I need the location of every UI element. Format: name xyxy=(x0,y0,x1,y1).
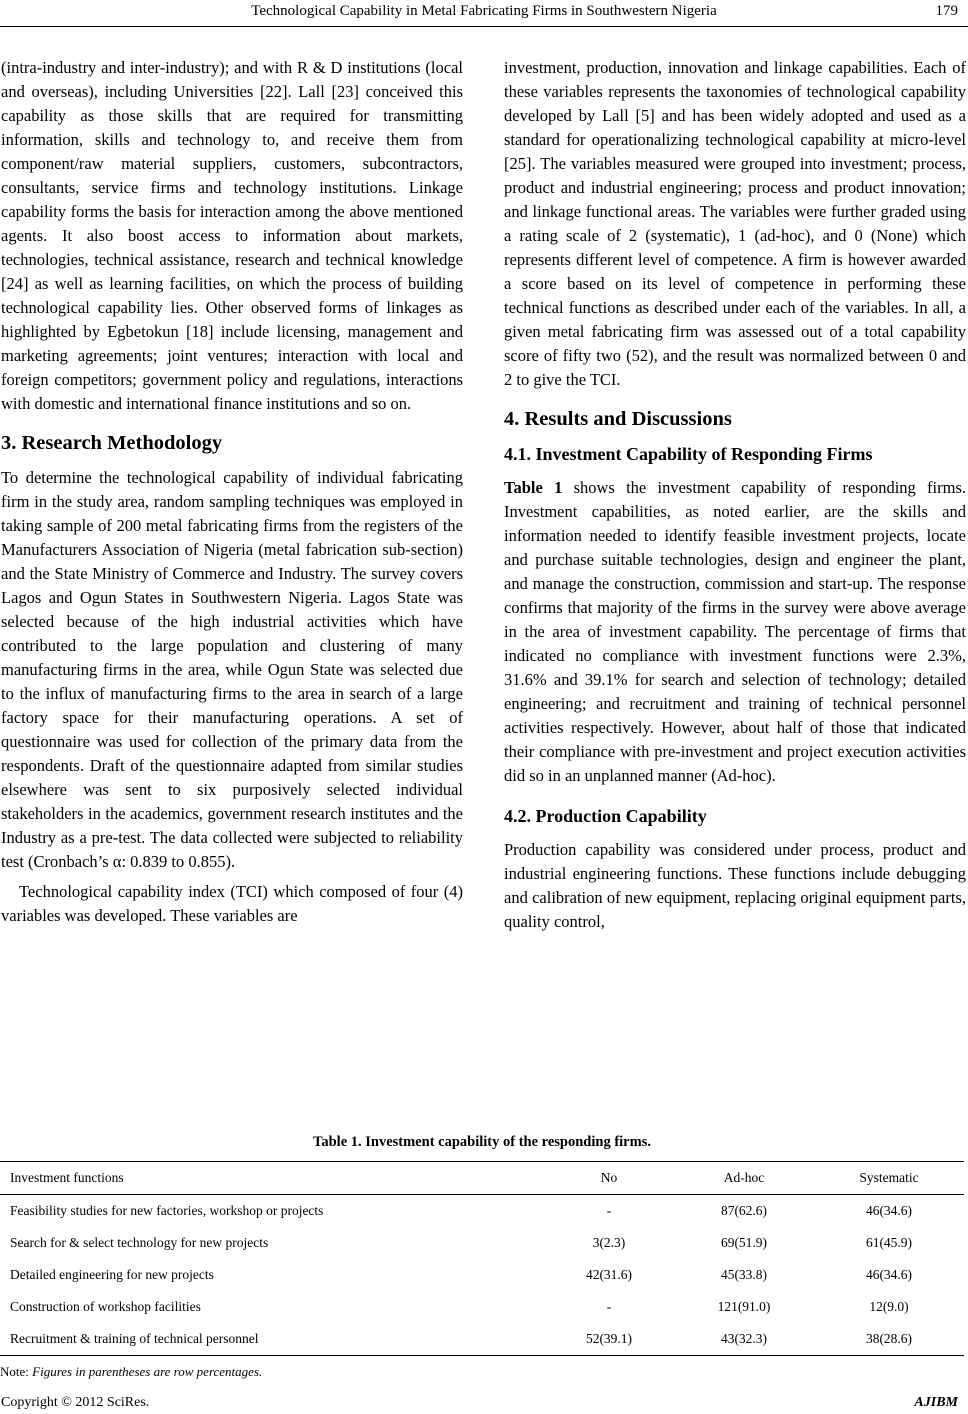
table-cell: 3(2.3) xyxy=(592,1235,626,1250)
table-cell: 69(51.9) xyxy=(720,1235,768,1250)
section-heading: 4. Results and Discussions xyxy=(504,408,732,430)
table-cell: 52(39.1) xyxy=(585,1331,633,1346)
column-header: Systematic xyxy=(859,1170,919,1185)
table-caption: Table 1. Investment capability of the responding firms. xyxy=(313,1134,651,1150)
table-cell: 61(45.9) xyxy=(865,1235,913,1250)
table-cell: 43(32.3) xyxy=(720,1331,768,1346)
table-header-row xyxy=(0,1162,964,1195)
paragraph: To determine the technological capability of individual fabricating firm in the study area, random sampling techniques was employed in taking sample of 200 metal fabricating firms from the registers of the Manufacturers Association of Nigeria (metal fabrication sub-section) and the State Ministry of Commerce and Industry. The survey covers Lagos and Ogun States in Southwestern Nigeria. Lagos State was selected because of the high industrial activities which have contributed to the large population and clustering of many manufacturing firms in the area, while Ogun State was selected due to the influx of manufacturing firms to the area in search of a large factory space for their manufacturing operations. A set of questionnaire was used for collection of the primary data from the respondents. Draft of the questionnaire adapted from similar studies elsewhere was sent to six purposively selected individual stakeholders in the academics, government research institutes and the Industry as a pre-test. The data collected were subjected to reliability test (Cronbach’s α: 0.839 to 0.855). xyxy=(1,468,463,871)
journal-abbreviation: AJIBM xyxy=(914,1395,958,1410)
paragraph: (intra-industry and inter-industry); and with R & D institutions (local and overseas), including Universities [22]. Lall [23] conceived this capability as those skills that are required for transmitting information, skills and technology to, and receive them from component/raw material suppliers, customers, subcontractors, consultants, service firms and technology institutions. Linkage capability forms the basis for interaction among the above mentioned agents. It also boost access to information about markets, technologies, technical assistance, research and technical knowledge [24] as well as learning facilities, on which the process of building technological capability lies. Other observed forms of linkages as highlighted by Egbetokun [18] include licensing, management and marketing agreements; joint ventures; interaction with local and foreign competitors; government policy and regulations, interactions with domestic and international finance institutions and so on. xyxy=(1,58,463,413)
table-row xyxy=(0,1195,964,1228)
table-note-text: Figures in parentheses are row percentages. xyxy=(32,1364,263,1379)
section-heading: 3. Research Methodology xyxy=(1,432,223,454)
table-cell: Search for & select technology for new projects xyxy=(10,1235,269,1250)
table-cell: 45(33.8) xyxy=(720,1267,768,1282)
table-note xyxy=(0,1362,964,1382)
paragraph: Technological capability index (TCI) which composed of four (4) variables was developed. These variables are xyxy=(1,882,463,925)
left-column xyxy=(1,56,463,934)
right-column xyxy=(504,56,966,940)
table-cell: 38(28.6) xyxy=(865,1331,913,1346)
header-divider xyxy=(0,26,968,27)
table-row xyxy=(0,1291,964,1323)
table-cell: 46(34.6) xyxy=(865,1203,913,1218)
copyright-notice: Copyright © 2012 SciRes. xyxy=(1,1395,150,1410)
table-cell: 121(91.0) xyxy=(717,1299,771,1314)
page-header xyxy=(0,0,968,36)
table-cell: Detailed engineering for new projects xyxy=(10,1267,214,1282)
column-header: No xyxy=(600,1170,618,1185)
paragraph-text: shows the investment capability of responding firms. Investment capabilities, as noted earlier, are the skills and information needed to identify feasible investment projects, locate and purchase suitable technologies, design and engineer the plant, and manage the construction, commission and start-up. The response confirms that majority of the firms in the survey were above average in the area of investment capability. The percentage of firms that indicated no compliance with investment functions were 2.3%, 31.6% and 39.1% for search and selection of technology; detailed engineering; and recruitment and training of technical personnel activities respectively. However, about half of those that indicated their compliance with pre-investment and project execution activities did so in an unplanned manner (Ad-hoc). xyxy=(504,478,966,785)
table-cell: 46(34.6) xyxy=(865,1267,913,1282)
table-1 xyxy=(0,1131,964,1382)
table-cell: Construction of workshop facilities xyxy=(10,1299,201,1314)
subsection-heading: 4.2. Production Capability xyxy=(504,806,707,826)
column-header: Ad-hoc xyxy=(723,1170,765,1185)
table-cell: 42(31.6) xyxy=(585,1267,633,1282)
paragraph xyxy=(504,476,966,788)
table-row xyxy=(0,1323,964,1356)
table-reference-link[interactable]: Table 1 xyxy=(504,478,563,497)
table-note-label: Note: xyxy=(0,1364,33,1379)
table-cell: Feasibility studies for new factories, workshop or projects xyxy=(10,1203,324,1218)
table-cell: - xyxy=(606,1299,612,1314)
table-row xyxy=(0,1259,964,1291)
table-row xyxy=(0,1227,964,1259)
table-cell: - xyxy=(606,1203,612,1218)
data-table xyxy=(0,1161,964,1356)
table-cell: 87(62.6) xyxy=(720,1203,768,1218)
page-number: 179 xyxy=(935,3,958,19)
running-title: Technological Capability in Metal Fabricating Firms in Southwestern Nigeria xyxy=(251,3,717,19)
paragraph: investment, production, innovation and linkage capabilities. Each of these variables represents the taxonomies of technological capability developed by Lall [5] and has been widely adopted and used as a standard for operationalizing technological capability at micro-level [25]. The variables measured were grouped into investment; process, product and industrial engineering; process and product innovation; and linkage functional areas. The variables were further graded using a rating scale of 2 (systematic), 1 (ad-hoc), and 0 (None) which represents different level of competence. A firm is however awarded a score based on its level of competence in performing these technical functions as described under each of the variables. In all, a given metal fabricating firm was assessed out of a total capability score of fifty two (52), and the result was normalized between 0 and 2 to give the TCI. xyxy=(504,58,966,389)
paragraph: Production capability was considered under process, product and industrial engineering functions. These functions include debugging and calibration of new equipment, replacing original equipment parts, quality control, xyxy=(504,840,966,931)
subsection-heading: 4.1. Investment Capability of Responding Firms xyxy=(504,444,873,464)
table-cell: Recruitment & training of technical personnel xyxy=(10,1331,259,1346)
table-cell: 12(9.0) xyxy=(869,1299,909,1314)
column-header: Investment functions xyxy=(10,1170,124,1185)
